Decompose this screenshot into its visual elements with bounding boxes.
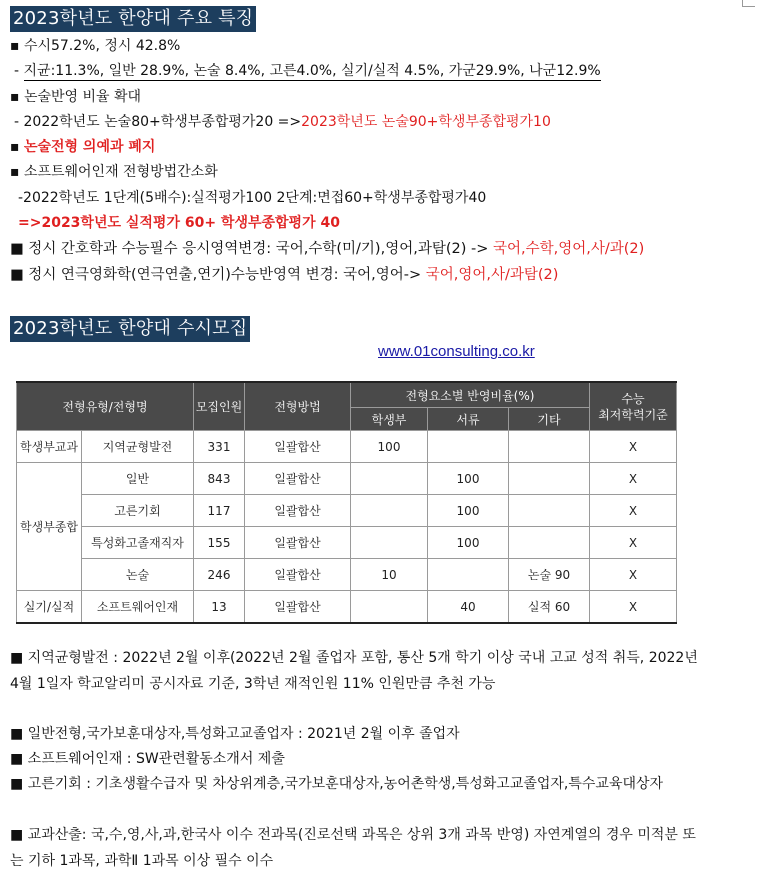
medical-abolish-text: 논술전형 의예과 폐지 [23,139,156,155]
note-equal-opportunity: ■ 고른기회 : 기초생활수급자 및 차상위계층,국가보훈대상자,농어촌학생,특성화고교졸업자,특수교육대상자 [10,776,664,792]
doc-cell: 40 [428,591,509,624]
hs-cell [351,591,428,624]
count-cell: 246 [194,559,245,591]
method-cell: 일괄합산 [245,431,351,463]
hs-cell: 100 [351,431,428,463]
text-line-theatre [10,265,558,285]
text-line-software-old: -2022학년도 1단계(5배수):실적평가100 2단계:면접60+학생부종합평가40 [18,190,487,206]
etc-cell: 논술 90 [509,559,590,591]
text-line-medical-abolish [10,137,155,157]
header-ratio-doc: 서류 [428,408,509,431]
min-cell: X [590,527,677,559]
method-cell: 일괄합산 [245,559,351,591]
nursing-old: ■ 정시 간호학과 수능필수 응시영역변경: 국어,수학(미/기),영어,과탐(2) -> [10,241,493,257]
doc-cell: 100 [428,527,509,559]
hs-cell: 10 [351,559,428,591]
etc-cell [509,431,590,463]
note-grade-calc: ■ 교과산출: 국,수,영,사,과,한국사 이수 전과목(진로선택 과목은 상위 3개 과목 반영) 자연계열의 경우 미적분 또는 기하 1과목, 과학Ⅱ 1과목 이상 필수 이수 [10,827,696,869]
bullet: ▪ [10,139,24,155]
min-cell: X [590,431,677,463]
essay-change-old: - 2022학년도 논술80+학생부종합평가20 => [14,114,302,130]
text-line-software: ▪ 소프트웨어인재 전형방법간소화 [10,164,218,180]
section-title-early-admission: 2023학년도 한양대 수시모집 [10,316,250,342]
note-regional-balance: ■ 지역균형발전 : 2022년 2월 이후(2022년 2월 졸업자 포함, 통산 5개 학기 이상 국내 고교 성적 취득, 2022년 4월 1일자 학교알리미 공시자료 기준, 3학년 재적인원 11% 인원만큼 추천 가능 [10,650,698,692]
admission-table [16,381,677,624]
text-line-essay-change [14,112,551,132]
section-title-features: 2023학년도 한양대 주요 특징 [10,6,256,32]
text-line-software-new: =>2023학년도 실적평가 60+ 학생부종합평가 40 [18,215,340,231]
consulting-link[interactable]: www.01consulting.co.kr [378,343,535,360]
group-cell: 실기/실적 [17,591,82,624]
count-cell: 331 [194,431,245,463]
name-cell: 고른기회 [82,495,194,527]
text-line-essay-expand: ▪ 논술반영 비율 확대 [10,89,142,105]
name-cell: 지역균형발전 [82,431,194,463]
count-cell: 13 [194,591,245,624]
group-cell: 학생부교과 [17,431,82,463]
theatre-old: ■ 정시 연극영화학(연극연출,연기)수능반영역 변경: 국어,영어-> [10,267,426,283]
etc-cell [509,463,590,495]
min-cell: X [590,495,677,527]
table-row [17,431,677,463]
hs-cell [351,495,428,527]
doc-cell [428,431,509,463]
count-cell: 117 [194,495,245,527]
theatre-new: 국어,영어,사/과탐(2) [425,267,559,283]
doc-cell: 100 [428,495,509,527]
table-row [17,591,677,624]
etc-cell [509,527,590,559]
page-corner-mark [742,0,755,7]
header-count: 모집인원 [194,382,245,431]
header-ratio-etc: 기타 [509,408,590,431]
doc-cell: 100 [428,463,509,495]
method-cell: 일괄합산 [245,591,351,624]
name-cell: 특성화고졸재직자 [82,527,194,559]
doc-cell [428,559,509,591]
dash-prefix: - [14,63,24,79]
table-row [17,463,677,495]
count-cell: 155 [194,527,245,559]
min-cell: X [590,559,677,591]
group-cell: 학생부종합 [17,463,82,591]
breakdown-text: 지균:11.3%, 일반 28.9%, 논술 8.4%, 고른4.0%, 실기/실적 4.5%, 가군29.9%, 나군12.9% [23,63,601,79]
text-line-ratio: ▪ 수시57.2%, 정시 42.8% [10,38,181,54]
header-ratio: 전형요소별 반영비율(%) [351,382,590,408]
min-cell: X [590,591,677,624]
count-cell: 843 [194,463,245,495]
note-software: ■ 소프트웨어인재 : SW관련활동소개서 제출 [10,751,285,767]
header-type: 전형유형/전형명 [17,382,194,431]
text-line-breakdown [14,61,601,81]
name-cell: 소프트웨어인재 [82,591,194,624]
method-cell: 일괄합산 [245,495,351,527]
hs-cell [351,527,428,559]
header-min-standard: 수능 최저학력기준 [590,382,677,431]
min-cell: X [590,463,677,495]
header-method: 전형방법 [245,382,351,431]
etc-cell: 실적 60 [509,591,590,624]
essay-change-new: 2023학년도 논술90+학생부종합평가10 [301,114,551,130]
nursing-new: 국어,수학,영어,사/과(2) [492,241,645,257]
table-row [17,559,677,591]
table-row [17,527,677,559]
name-cell: 논술 [82,559,194,591]
text-line-nursing [10,239,644,259]
etc-cell [509,495,590,527]
header-ratio-hs: 학생부 [351,408,428,431]
method-cell: 일괄합산 [245,527,351,559]
note-general: ■ 일반전형,국가보훈대상자,특성화고교졸업자 : 2021년 2월 이후 졸업자 [10,726,460,742]
name-cell: 일반 [82,463,194,495]
method-cell: 일괄합산 [245,463,351,495]
hs-cell [351,463,428,495]
table-row [17,495,677,527]
